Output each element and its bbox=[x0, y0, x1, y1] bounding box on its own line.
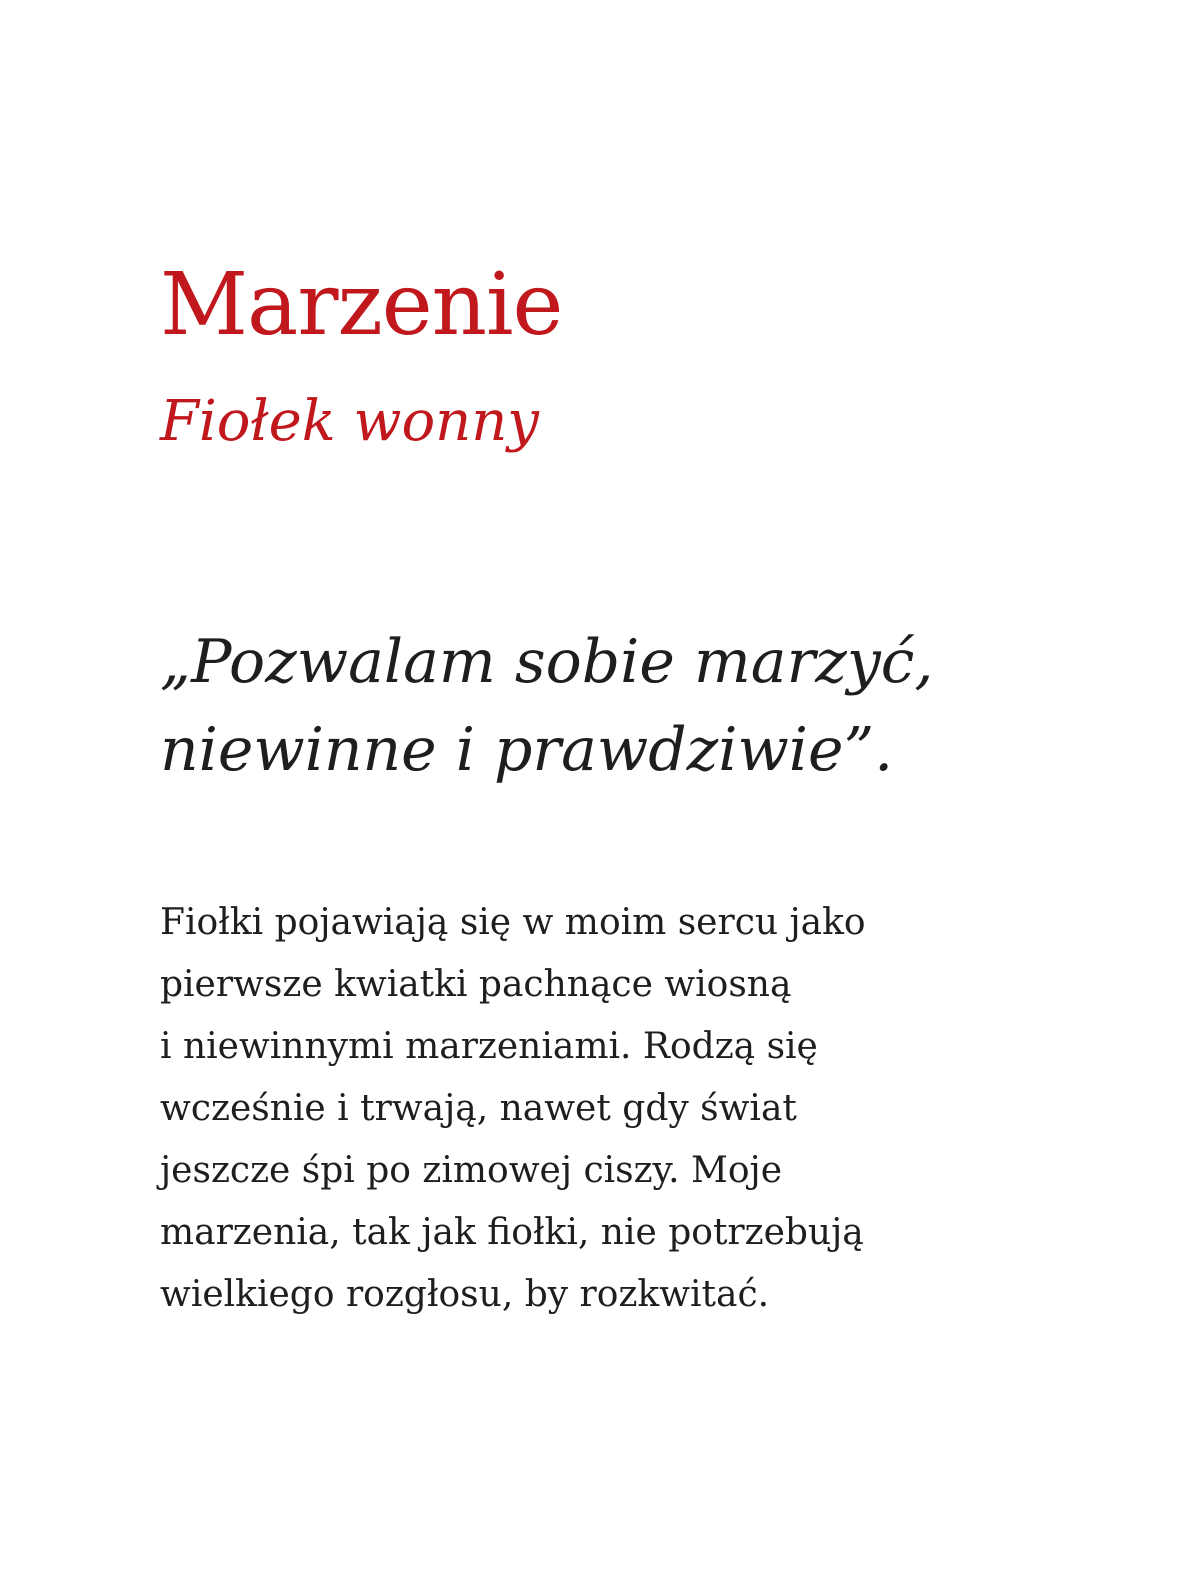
body-line: pierwsze kwiatki pachnące wiosną bbox=[160, 964, 792, 1005]
body-line: jeszcze śpi po zimowej ciszy. Moje bbox=[160, 1150, 783, 1191]
quote-line: „Pozwalam sobie marzyć, bbox=[160, 627, 934, 697]
page-subtitle: Fiołek wonny bbox=[160, 389, 539, 454]
body-line: Fiołki pojawiają się w moim sercu jako bbox=[160, 902, 866, 943]
quote-line: niewinne i prawdziwie”. bbox=[160, 715, 894, 785]
body-line: wielkiego rozgłosu, by rozkwitać. bbox=[160, 1274, 770, 1315]
body-paragraph bbox=[160, 892, 866, 1326]
page-title: Marzenie bbox=[160, 255, 563, 355]
body-line: marzenia, tak jak fiołki, nie potrzebują bbox=[160, 1212, 864, 1253]
body-line: wcześnie i trwają, nawet gdy świat bbox=[160, 1088, 797, 1129]
pull-quote bbox=[160, 618, 933, 794]
body-line: i niewinnymi marzeniami. Rodzą się bbox=[160, 1026, 818, 1067]
